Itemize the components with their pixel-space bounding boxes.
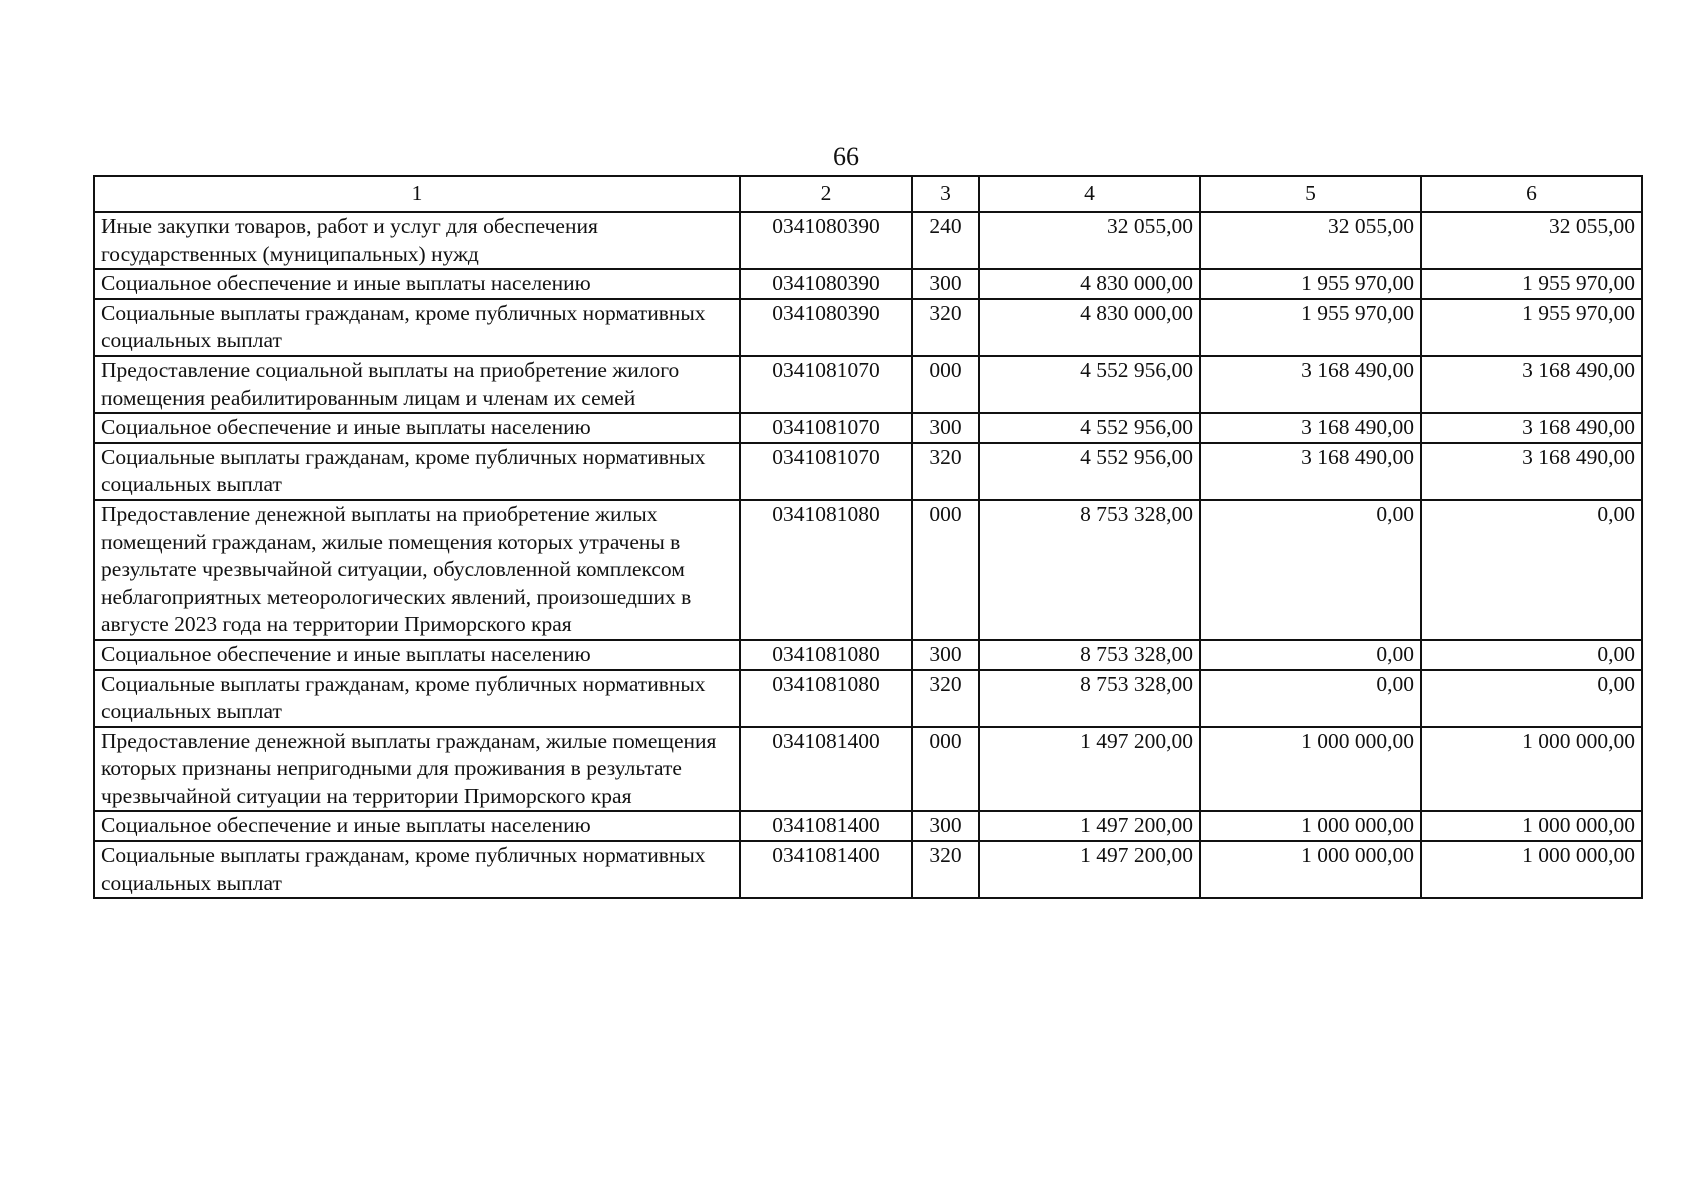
target-code-cell: 0341080390 [740,299,912,356]
amount-col6-cell: 0,00 [1421,500,1642,640]
expense-type-cell: 320 [912,841,979,898]
table-row [94,670,1642,727]
amount-col5-cell: 0,00 [1200,500,1421,640]
target-code-cell: 0341081080 [740,500,912,640]
expense-type-cell: 300 [912,640,979,670]
item-name-cell: Предоставление денежной выплаты гражданам, жилые помещения которых признаны непригодными для проживания в результате чрезвычайной ситуации на территории Приморского края [94,727,740,812]
expense-type-cell: 300 [912,811,979,841]
amount-col4-cell: 4 552 956,00 [979,443,1200,500]
item-name-cell: Социальное обеспечение и иные выплаты населению [94,811,740,841]
column-header: 6 [1421,176,1642,212]
item-name-cell: Социальные выплаты гражданам, кроме публичных нормативных социальных выплат [94,670,740,727]
item-name-cell: Предоставление денежной выплаты на приобретение жилых помещений гражданам, жилые помещения которых утрачены в результате чрезвычайной ситуации, обусловленной комплексом неблагоприятных метеорологических явлений, произошедших в августе 2023 года на территории Приморского края [94,500,740,640]
expense-type-cell: 300 [912,413,979,443]
amount-col6-cell: 1 000 000,00 [1421,811,1642,841]
target-code-cell: 0341081070 [740,443,912,500]
column-header: 3 [912,176,979,212]
table-row [94,841,1642,898]
item-name-cell: Социальные выплаты гражданам, кроме публичных нормативных социальных выплат [94,841,740,898]
amount-col5-cell: 1 000 000,00 [1200,841,1421,898]
amount-col6-cell: 0,00 [1421,640,1642,670]
table-row [94,500,1642,640]
table-row [94,356,1642,413]
amount-col5-cell: 0,00 [1200,670,1421,727]
expense-type-cell: 320 [912,299,979,356]
item-name-cell: Социальное обеспечение и иные выплаты населению [94,269,740,299]
item-name-cell: Иные закупки товаров, работ и услуг для обеспечения государственных (муниципальных) нужд [94,212,740,269]
item-name-cell: Социальное обеспечение и иные выплаты населению [94,413,740,443]
amount-col6-cell: 1 000 000,00 [1421,727,1642,812]
amount-col5-cell: 1 955 970,00 [1200,269,1421,299]
budget-table [93,175,1643,899]
table-row [94,727,1642,812]
page-number: 66 [833,142,859,171]
table-header-row [94,176,1642,212]
expense-type-cell: 000 [912,500,979,640]
table-row [94,299,1642,356]
amount-col6-cell: 32 055,00 [1421,212,1642,269]
amount-col6-cell: 3 168 490,00 [1421,413,1642,443]
amount-col6-cell: 0,00 [1421,670,1642,727]
expense-type-cell: 000 [912,727,979,812]
amount-col6-cell: 3 168 490,00 [1421,356,1642,413]
amount-col4-cell: 4 830 000,00 [979,299,1200,356]
target-code-cell: 0341080390 [740,269,912,299]
expense-type-cell: 320 [912,670,979,727]
item-name-cell: Предоставление социальной выплаты на приобретение жилого помещения реабилитированным лицам и членам их семей [94,356,740,413]
table-row [94,413,1642,443]
target-code-cell: 0341080390 [740,212,912,269]
amount-col5-cell: 0,00 [1200,640,1421,670]
amount-col4-cell: 1 497 200,00 [979,841,1200,898]
column-header: 2 [740,176,912,212]
target-code-cell: 0341081080 [740,670,912,727]
amount-col6-cell: 1 955 970,00 [1421,269,1642,299]
target-code-cell: 0341081400 [740,727,912,812]
amount-col5-cell: 3 168 490,00 [1200,356,1421,413]
amount-col4-cell: 8 753 328,00 [979,640,1200,670]
target-code-cell: 0341081400 [740,811,912,841]
expense-type-cell: 240 [912,212,979,269]
table-row [94,811,1642,841]
table-row [94,269,1642,299]
target-code-cell: 0341081080 [740,640,912,670]
amount-col4-cell: 32 055,00 [979,212,1200,269]
amount-col4-cell: 4 552 956,00 [979,413,1200,443]
amount-col5-cell: 3 168 490,00 [1200,443,1421,500]
target-code-cell: 0341081070 [740,413,912,443]
item-name-cell: Социальные выплаты гражданам, кроме публичных нормативных социальных выплат [94,443,740,500]
amount-col6-cell: 1 000 000,00 [1421,841,1642,898]
amount-col5-cell: 1 000 000,00 [1200,811,1421,841]
target-code-cell: 0341081400 [740,841,912,898]
item-name-cell: Социальные выплаты гражданам, кроме публичных нормативных социальных выплат [94,299,740,356]
amount-col5-cell: 1 955 970,00 [1200,299,1421,356]
amount-col4-cell: 8 753 328,00 [979,500,1200,640]
amount-col5-cell: 1 000 000,00 [1200,727,1421,812]
expense-type-cell: 320 [912,443,979,500]
table-row [94,212,1642,269]
amount-col4-cell: 4 552 956,00 [979,356,1200,413]
amount-col5-cell: 32 055,00 [1200,212,1421,269]
amount-col4-cell: 8 753 328,00 [979,670,1200,727]
expense-type-cell: 300 [912,269,979,299]
amount-col4-cell: 1 497 200,00 [979,727,1200,812]
expense-type-cell: 000 [912,356,979,413]
column-header: 1 [94,176,740,212]
column-header: 4 [979,176,1200,212]
amount-col4-cell: 4 830 000,00 [979,269,1200,299]
amount-col5-cell: 3 168 490,00 [1200,413,1421,443]
amount-col4-cell: 1 497 200,00 [979,811,1200,841]
item-name-cell: Социальное обеспечение и иные выплаты населению [94,640,740,670]
table-row [94,640,1642,670]
table-row [94,443,1642,500]
target-code-cell: 0341081070 [740,356,912,413]
amount-col6-cell: 1 955 970,00 [1421,299,1642,356]
column-header: 5 [1200,176,1421,212]
amount-col6-cell: 3 168 490,00 [1421,443,1642,500]
